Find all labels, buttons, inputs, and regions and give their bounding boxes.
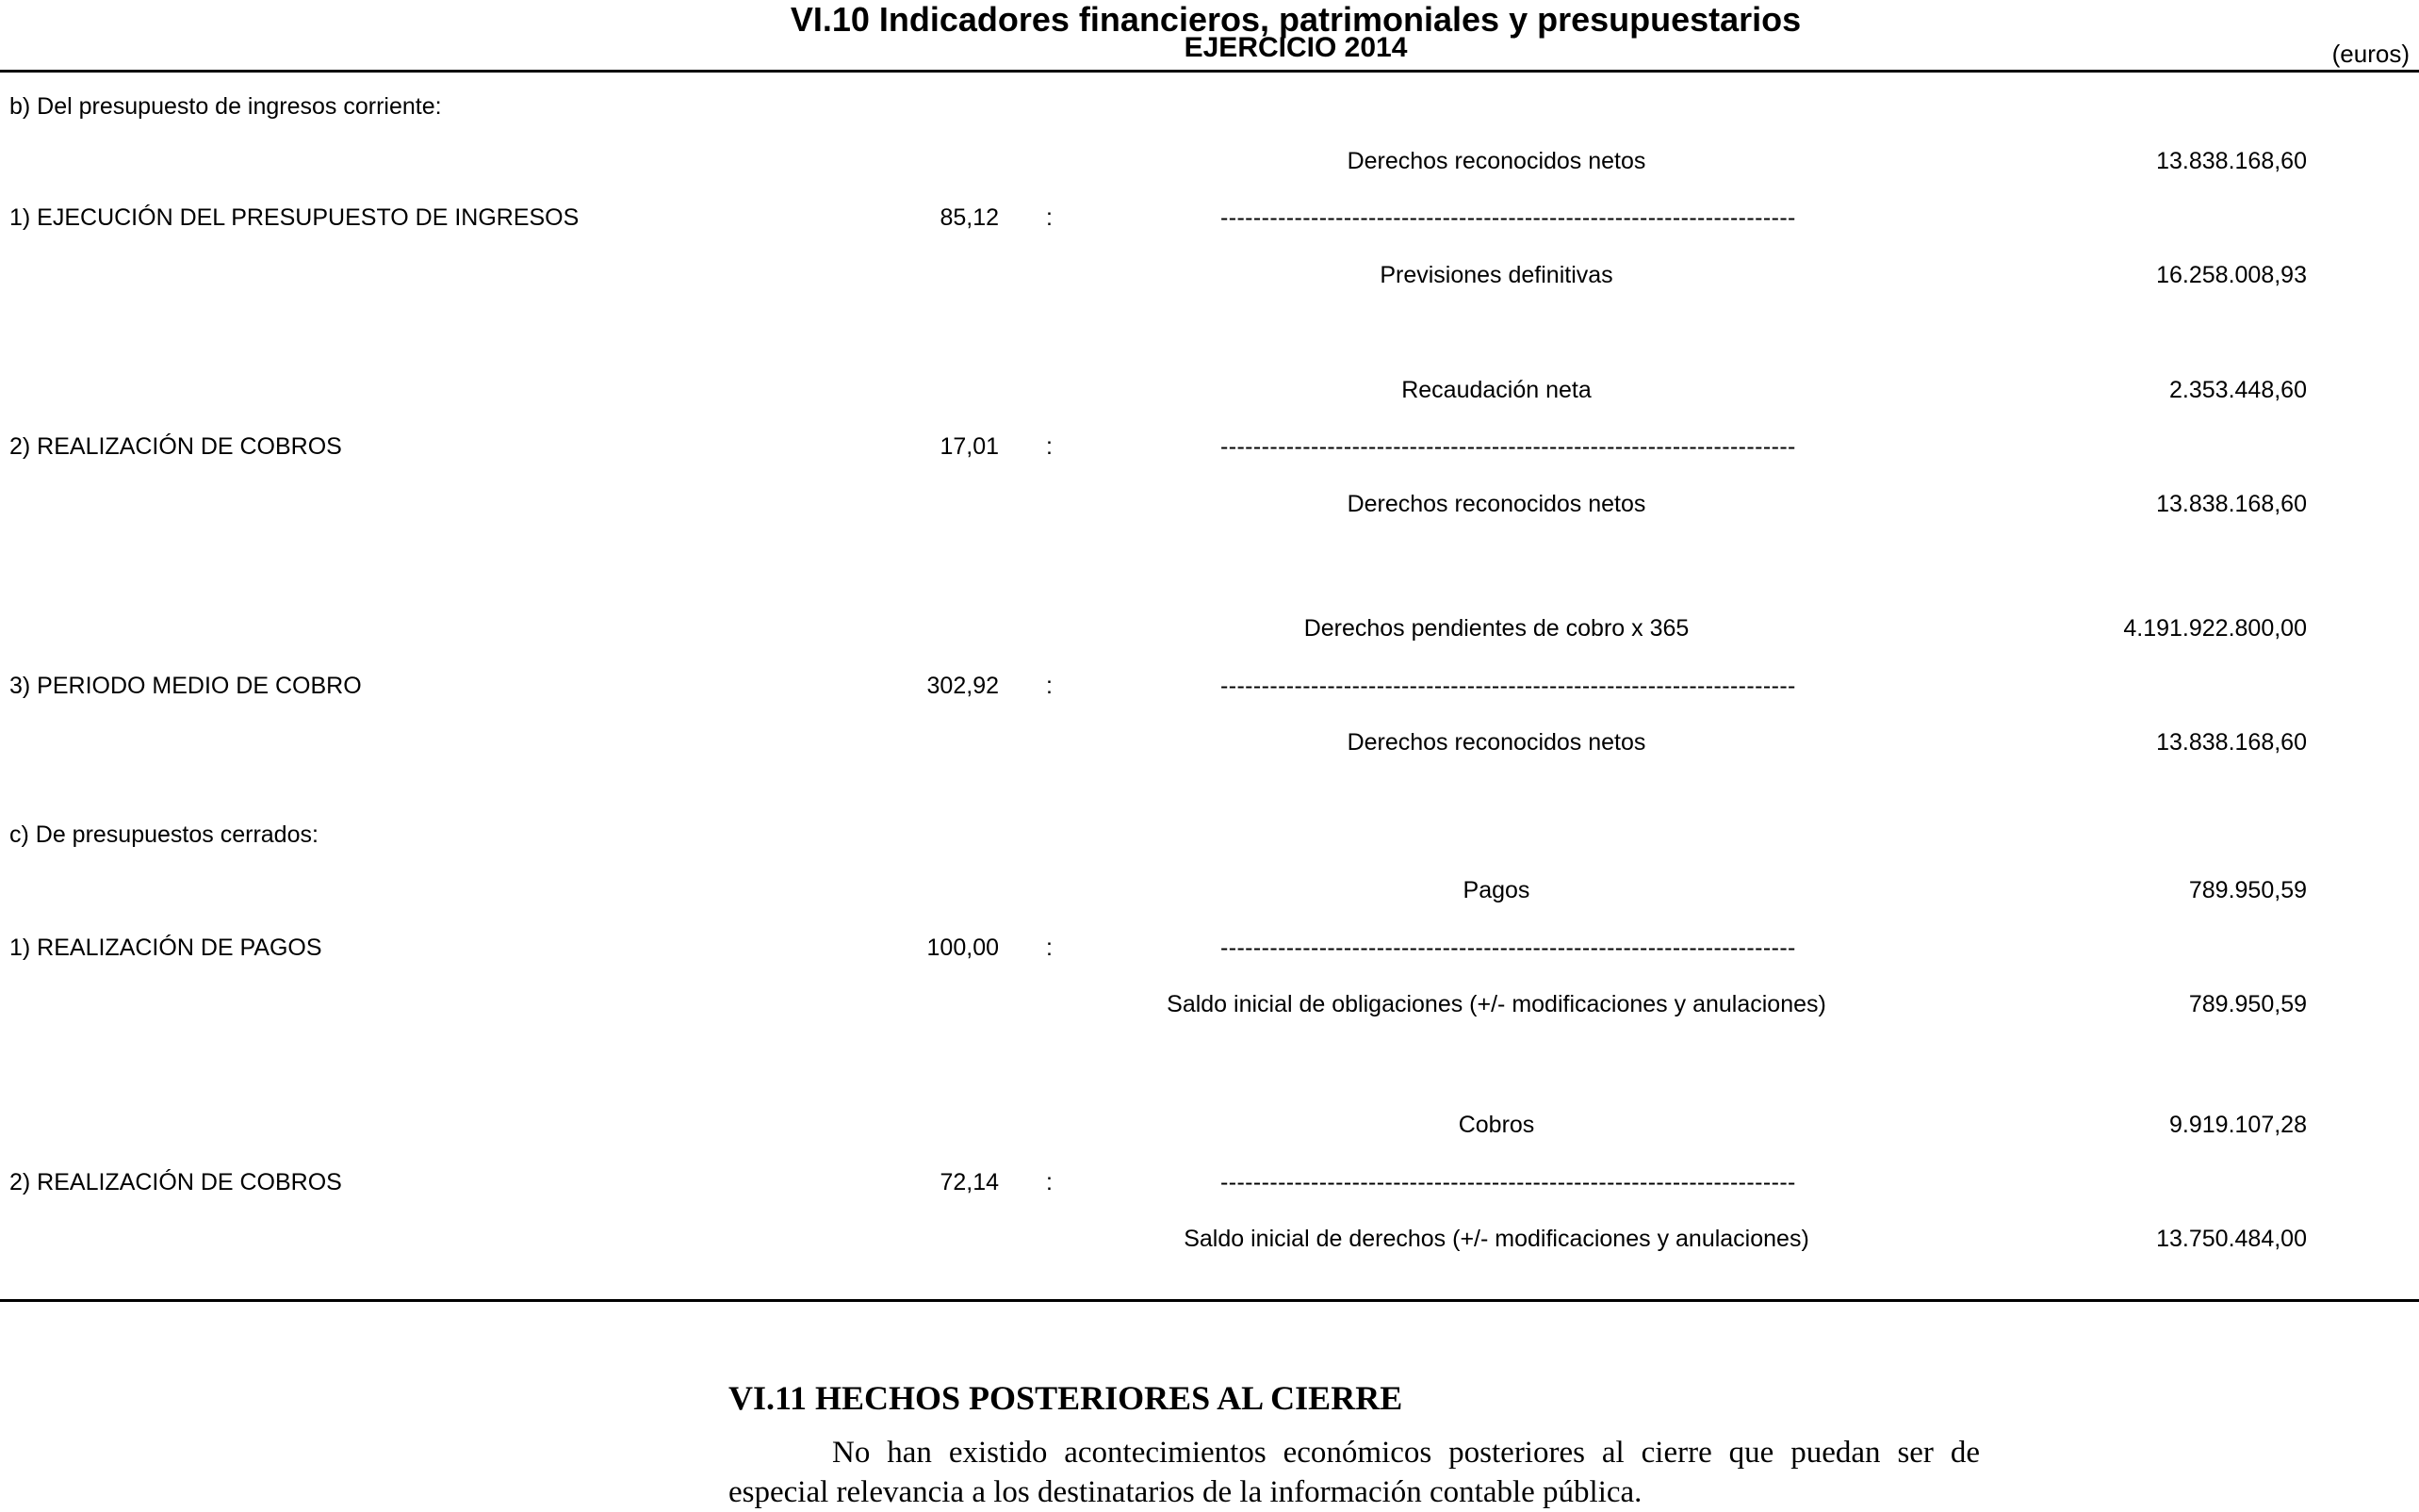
fraction-divider: ---------------------------------------------------------------------- — [1220, 204, 1796, 231]
indicator-value: 302,92 — [926, 673, 999, 699]
section-heading-closed-budgets: c) De presupuestos cerrados: — [9, 821, 319, 848]
page-subtitle: EJERCICIO 2014 — [1184, 32, 1408, 63]
numerator-value: 789.950,59 — [2188, 877, 2307, 903]
indicator-colon: : — [1046, 433, 1053, 460]
indicator-label: 1) REALIZACIÓN DE PAGOS — [9, 935, 322, 961]
fraction-divider: ---------------------------------------------------------------------- — [1220, 1169, 1796, 1195]
denominator-value: 13.838.168,60 — [2156, 729, 2307, 756]
denominator-label: Previsiones definitivas — [1380, 262, 1613, 288]
section-heading-current-budget: b) Del presupuesto de ingresos corriente: — [9, 93, 442, 120]
indicator-value: 17,01 — [940, 433, 999, 460]
page-title: VI.10 Indicadores financieros, patrimoniales y presupuestarios — [790, 0, 1802, 39]
indicator-colon: : — [1046, 1169, 1053, 1195]
denominator-label: Derechos reconocidos netos — [1347, 491, 1646, 517]
indicator-label: 2) REALIZACIÓN DE COBROS — [9, 433, 342, 460]
numerator-label: Cobros — [1458, 1112, 1535, 1138]
denominator-label: Saldo inicial de derechos (+/- modificaciones y anulaciones) — [1184, 1226, 1809, 1252]
denominator-value: 789.950,59 — [2188, 991, 2307, 1017]
denominator-label: Derechos reconocidos netos — [1347, 729, 1646, 756]
next-section-paragraph: No han existido acontecimientos económicos posteriores al cierre que puedan ser de especial relevancia a los destinatarios de la información contable pública. — [728, 1436, 1980, 1509]
numerator-value: 13.838.168,60 — [2156, 148, 2307, 174]
numerator-label: Derechos pendientes de cobro x 365 — [1303, 615, 1690, 642]
indicator-label: 3) PERIODO MEDIO DE COBRO — [9, 673, 362, 699]
top-rule — [0, 70, 2419, 73]
numerator-value: 2.353.448,60 — [2169, 377, 2307, 403]
fraction-divider: ---------------------------------------------------------------------- — [1220, 935, 1796, 961]
indicator-colon: : — [1046, 935, 1053, 961]
denominator-label: Saldo inicial de obligaciones (+/- modificaciones y anulaciones) — [1167, 991, 1826, 1017]
next-section-heading: VI.11 HECHOS POSTERIORES AL CIERRE — [728, 1379, 1403, 1417]
denominator-value: 16.258.008,93 — [2156, 262, 2307, 288]
fraction-divider: ---------------------------------------------------------------------- — [1220, 673, 1796, 699]
currency-unit: (euros) — [2331, 40, 2410, 68]
denominator-value: 13.838.168,60 — [2156, 491, 2307, 517]
indicator-value: 100,00 — [926, 935, 999, 961]
indicator-label: 2) REALIZACIÓN DE COBROS — [9, 1169, 342, 1195]
numerator-value: 4.191.922.800,00 — [2123, 615, 2307, 642]
numerator-label: Derechos reconocidos netos — [1347, 148, 1646, 174]
indicator-colon: : — [1046, 673, 1053, 699]
numerator-value: 9.919.107,28 — [2169, 1112, 2307, 1138]
indicator-value: 85,12 — [940, 204, 999, 231]
indicator-colon: : — [1046, 204, 1053, 231]
indicator-value: 72,14 — [940, 1169, 999, 1195]
numerator-label: Recaudación neta — [1401, 377, 1592, 403]
denominator-value: 13.750.484,00 — [2156, 1226, 2307, 1252]
indicator-label: 1) EJECUCIÓN DEL PRESUPUESTO DE INGRESOS — [9, 204, 580, 231]
fraction-divider: ---------------------------------------------------------------------- — [1220, 433, 1796, 460]
numerator-label: Pagos — [1463, 877, 1530, 903]
bottom-rule — [0, 1299, 2419, 1302]
